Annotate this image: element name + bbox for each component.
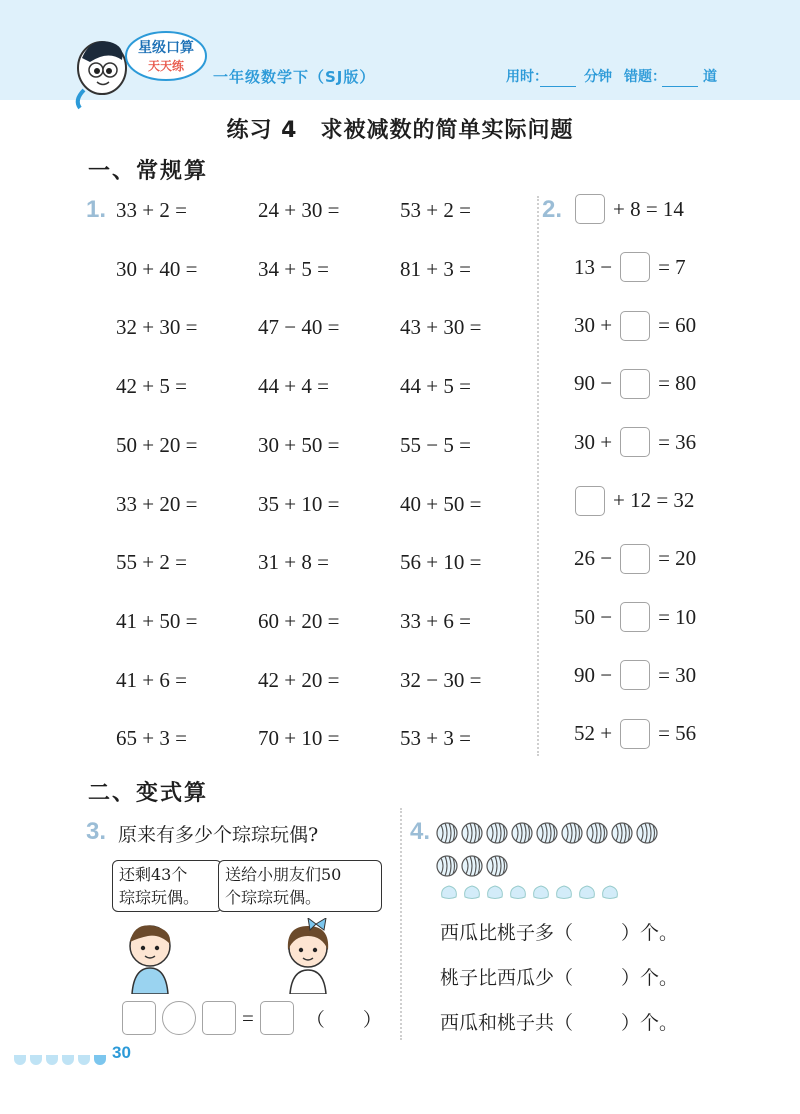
q2-left-operand: 90 − (574, 371, 613, 396)
footer-dot (46, 1055, 58, 1065)
q2-right-part: = 30 (658, 662, 697, 687)
footer-dot (30, 1055, 42, 1065)
q4-line-2 (440, 963, 678, 990)
peach-icon (601, 884, 619, 904)
section-2-title: 二、变式算 (88, 781, 209, 806)
q1-problem[interactable]: 30 + 40 = (116, 256, 198, 281)
bubble-left (112, 860, 222, 912)
bubble-left-line-2: 琮琮玩偶。 (119, 888, 200, 907)
time-blank[interactable] (540, 72, 576, 87)
book-title: 一年级数学下（SJ版） (213, 68, 376, 86)
q2-answer-box[interactable] (620, 311, 650, 341)
q4-line-2-text: 桃子比西瓜少（ (440, 967, 574, 989)
q2-problem (574, 719, 696, 749)
divider-q1-q2 (537, 196, 539, 756)
peach-icon (555, 884, 573, 904)
q1-problem[interactable]: 32 − 30 = (400, 667, 482, 692)
q2-answer-box[interactable] (620, 427, 650, 457)
girl-illustration (268, 918, 348, 994)
watermelon-icon (511, 820, 533, 853)
q3-box-1[interactable] (122, 1001, 156, 1035)
q2-left-operand: 50 − (574, 604, 613, 629)
q2-answer-box[interactable] (620, 719, 650, 749)
q1-problem[interactable]: 60 + 20 = (258, 608, 340, 633)
q4-line-2-end: ）个。 (621, 967, 679, 989)
q2-left-operand: 52 + (574, 721, 613, 746)
bubble-right-line-2: 个琮琮玩偶。 (225, 888, 322, 907)
q2-right-part: + 8 = 14 (613, 196, 684, 221)
footer-dot (78, 1055, 90, 1065)
q1-problem[interactable]: 40 + 50 = (400, 491, 482, 516)
q3-equation (122, 1001, 382, 1035)
q1-number: 1. (86, 196, 107, 223)
watermelon-icon (461, 820, 483, 853)
q2-right-part: + 12 = 32 (613, 488, 695, 512)
peach-icon (463, 884, 481, 904)
q3-equals: = (242, 1005, 254, 1030)
q2-right-part: = 10 (658, 604, 697, 629)
errors-label: 错题： (624, 69, 666, 85)
page-title: 练习 4 求被减数的简单实际问题 (226, 118, 574, 143)
q3-number: 3. (86, 818, 107, 845)
q2-right-part: = 36 (658, 429, 697, 454)
q1-problem[interactable]: 24 + 30 = (258, 198, 340, 222)
q2-problem (574, 369, 696, 399)
logo-text-1: 星级口算 (138, 40, 194, 56)
watermelon-icon (486, 853, 508, 886)
peach-icon (578, 884, 596, 904)
divider-q3-q4 (400, 808, 402, 1040)
watermelon-icon (611, 820, 633, 853)
bubble-right (218, 860, 382, 912)
minute-label: 分钟 (584, 69, 612, 85)
bubble-right-line-1: 送给小朋友们50 (225, 865, 342, 884)
q1-problem[interactable]: 56 + 10 = (400, 550, 482, 575)
footer-dot (94, 1055, 106, 1065)
q2-answer-box[interactable] (620, 602, 650, 632)
watermelon-icon (561, 820, 583, 853)
watermelon-icon (436, 853, 458, 886)
q2-left-operand: 90 − (574, 662, 613, 687)
watermelon-icon (461, 853, 483, 886)
time-label: 用时： (506, 69, 548, 85)
q2-number: 2. (542, 196, 563, 223)
q4-line-1 (440, 918, 678, 945)
q1-problem[interactable]: 41 + 6 = (116, 667, 187, 692)
footer-dot (14, 1055, 26, 1065)
q3-box-2[interactable] (202, 1001, 236, 1035)
q2-answer-box[interactable] (620, 252, 650, 282)
q2-problem (574, 311, 696, 341)
q1-problem[interactable]: 41 + 50 = (116, 608, 198, 633)
q2-left-operand: 30 + (574, 429, 613, 454)
watermelon-icon (486, 820, 508, 853)
q4-line-3-text: 西瓜和桃子共（ (440, 1012, 574, 1034)
footer-dots (14, 1050, 110, 1069)
peach-icon (532, 884, 550, 904)
q3-operator-circle[interactable] (162, 1001, 196, 1035)
q1-problem[interactable]: 50 + 20 = (116, 432, 198, 457)
q1-problem[interactable]: 42 + 20 = (258, 667, 340, 692)
q1-problem[interactable]: 33 + 2 = (116, 198, 187, 222)
q1-problem[interactable]: 53 + 3 = (400, 726, 471, 751)
q1-problem[interactable]: 55 + 2 = (116, 550, 187, 575)
q2-answer-box[interactable] (575, 194, 605, 224)
q1-problem[interactable]: 53 + 2 = (400, 198, 471, 222)
mascot-logo (70, 20, 210, 110)
q1-problem[interactable]: 30 + 50 = (258, 432, 340, 457)
q1-problem[interactable]: 33 + 6 = (400, 608, 471, 633)
bubble-left-line-1: 还剩43个 (119, 865, 188, 884)
q4-line-3-end: ）个。 (621, 1012, 679, 1034)
watermelon-icon (436, 820, 458, 853)
page-number: 30 (112, 1043, 131, 1062)
q2-right-part: = 20 (658, 546, 697, 571)
q1-problem[interactable]: 47 − 40 = (258, 315, 340, 340)
q1-problem[interactable]: 33 + 20 = (116, 491, 198, 516)
q1-problem[interactable]: 31 + 8 = (258, 550, 329, 575)
peach-group (440, 884, 624, 904)
q2-problem (574, 602, 696, 632)
q2-problem (574, 427, 696, 457)
q1-problem[interactable]: 44 + 5 = (400, 374, 471, 399)
q2-left-operand: 13 − (574, 254, 613, 279)
q2-right-part: = 7 (658, 254, 686, 279)
q3-box-answer[interactable] (260, 1001, 294, 1035)
q4-line-1-text: 西瓜比桃子多（ (440, 922, 574, 944)
footer-dot (62, 1055, 74, 1065)
q4-line-3 (440, 1008, 678, 1035)
q2-right-part: = 80 (658, 371, 697, 396)
q2-problem (574, 544, 696, 574)
count-label: 道 (703, 69, 717, 85)
q1-problem[interactable]: 65 + 3 = (116, 726, 187, 751)
peach-icon (440, 884, 458, 904)
q2-right-part: = 60 (658, 313, 697, 338)
q1-problem[interactable]: 34 + 5 = (258, 256, 329, 281)
q2-problem (575, 194, 684, 224)
peach-icon (486, 884, 504, 904)
q1-problem[interactable]: 42 + 5 = (116, 374, 187, 399)
logo-text-2: 天天练 (147, 59, 185, 73)
q2-answer-box[interactable] (620, 369, 650, 399)
q2-left-operand: 30 + (574, 313, 613, 338)
q2-right-part: = 56 (658, 721, 697, 746)
watermelon-icon (536, 820, 558, 853)
q1-problem[interactable]: 70 + 10 = (258, 726, 340, 751)
errors-blank[interactable] (662, 72, 698, 87)
q2-left-operand: 26 − (574, 546, 613, 571)
q1-problem[interactable]: 43 + 30 = (400, 315, 482, 340)
q1-problem[interactable]: 55 − 5 = (400, 432, 471, 457)
q2-problem (575, 486, 694, 516)
q4-number: 4. (410, 818, 431, 845)
q3-unit: （ ） (305, 1008, 382, 1031)
section-1-title: 一、常规算 (88, 159, 209, 184)
q2-problem (574, 252, 686, 282)
q1-problem[interactable]: 32 + 30 = (116, 315, 198, 340)
q2-answer-box[interactable] (620, 660, 650, 690)
q2-answer-box[interactable] (575, 486, 605, 516)
watermelon-group (436, 820, 676, 886)
q2-answer-box[interactable] (620, 544, 650, 574)
watermelon-icon (586, 820, 608, 853)
boy-illustration (110, 918, 190, 994)
q4-line-1-end: ）个。 (621, 922, 679, 944)
q1-problem[interactable]: 81 + 3 = (400, 256, 471, 281)
q1-problem[interactable]: 44 + 4 = (258, 374, 329, 399)
q1-problem[interactable]: 35 + 10 = (258, 491, 340, 516)
watermelon-icon (636, 820, 658, 853)
peach-icon (509, 884, 527, 904)
q3-question: 原来有多少个琮琮玩偶? (118, 824, 319, 846)
q2-problem (574, 660, 696, 690)
